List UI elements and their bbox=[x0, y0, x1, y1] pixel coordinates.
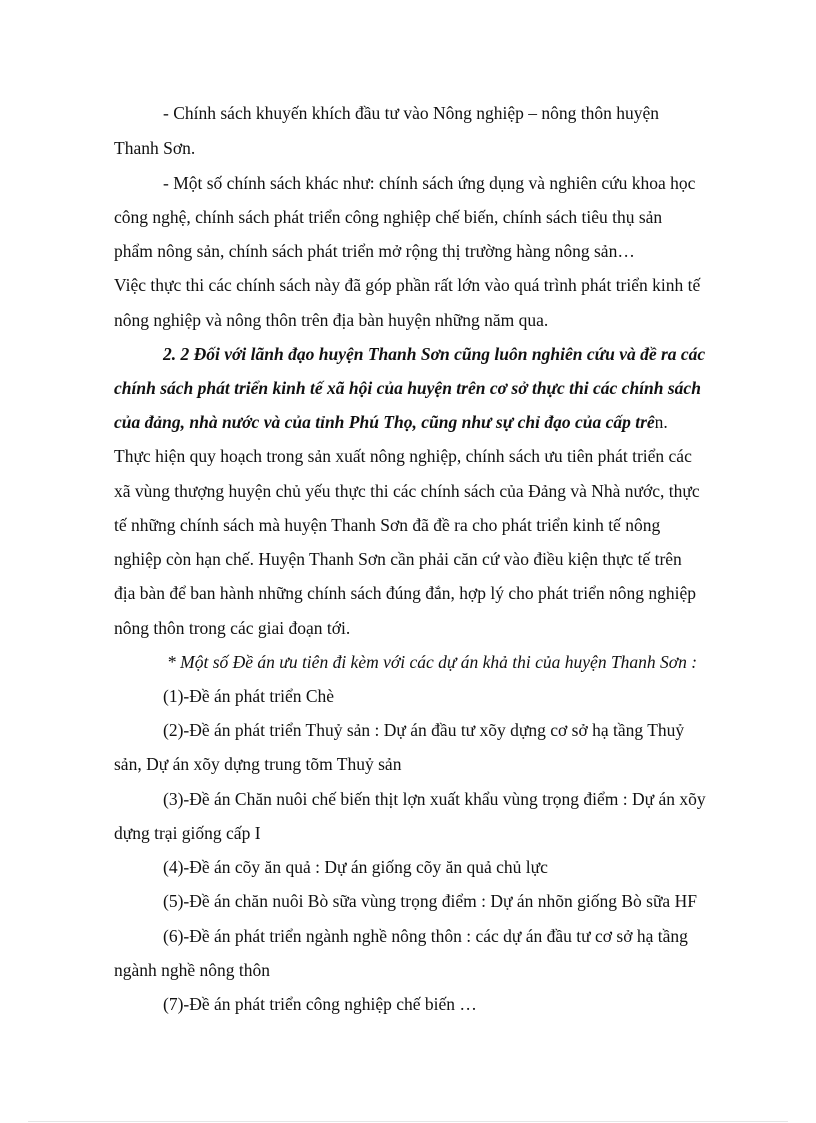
section-heading-line: 2. 2 Đối với lãnh đạo huyện Thanh Sơn cũng luôn nghiên cứu và đề ra các bbox=[163, 344, 706, 364]
list-item: (4)-Đề án cõy ăn quả : Dự án giống cõy ăn quả chủ lực bbox=[163, 857, 548, 877]
list-item: (1)-Đề án phát triển Chè bbox=[163, 686, 335, 706]
section-heading-tail: n. bbox=[654, 412, 668, 432]
paragraph-line: - Chính sách khuyến khích đầu tư vào Nông nghiệp – nông thôn huyện bbox=[163, 103, 660, 123]
paragraph-line: Thanh Sơn. bbox=[114, 138, 196, 158]
list-item-continuation: ngành nghề nông thôn bbox=[114, 960, 271, 980]
paragraph-line: Việc thực thi các chính sách này đã góp phần rất lớn vào quá trình phát triển kinh tế bbox=[114, 275, 701, 295]
paragraph-line: - Một số chính sách khác như: chính sách ứng dụng và nghiên cứu khoa học bbox=[163, 173, 696, 193]
paragraph-line: địa bàn để ban hành những chính sách đúng đắn, hợp lý cho phát triển nông nghiệp bbox=[114, 583, 697, 603]
list-item-continuation: sản, Dự án xõy dựng trung tõm Thuỷ sản bbox=[114, 754, 402, 774]
list-item: (3)-Đề án Chăn nuôi chế biến thịt lợn xuất khẩu vùng trọng điểm : Dự án xõy bbox=[163, 789, 706, 809]
list-item-continuation: dựng trại giống cấp I bbox=[114, 823, 261, 843]
paragraph-line: công nghệ, chính sách phát triển công nghiệp chế biến, chính sách tiêu thụ sản bbox=[114, 207, 663, 227]
section-heading-line bbox=[114, 411, 668, 433]
paragraph-line: nghiệp còn hạn chế. Huyện Thanh Sơn cần phải căn cứ vào điều kiện thực tế trên bbox=[114, 549, 682, 569]
paragraph-line: phẩm nông sản, chính sách phát triển mở rộng thị trường hàng nông sản… bbox=[114, 241, 635, 261]
paragraph-line: xã vùng thượng huyện chủ yếu thực thi các chính sách của Đảng và Nhà nước, thực bbox=[114, 481, 700, 501]
projects-heading: * Một số Đề án ưu tiên đi kèm với các dự án khả thi của huyện Thanh Sơn : bbox=[167, 652, 698, 672]
paragraph-line: nông thôn trong các giai đoạn tới. bbox=[114, 618, 351, 638]
page-bottom-divider bbox=[28, 1121, 788, 1122]
list-item: (7)-Đề án phát triển công nghiệp chế biến … bbox=[163, 994, 477, 1014]
section-heading-line: chính sách phát triển kinh tế xã hội của huyện trên cơ sở thực thi các chính sách bbox=[114, 378, 701, 398]
section-heading-bold-part: của đảng, nhà nước và của tỉnh Phú Thọ, cũng như sự chỉ đạo của cấp trê bbox=[114, 412, 655, 432]
paragraph-line: Thực hiện quy hoạch trong sản xuất nông nghiệp, chính sách ưu tiên phát triển các bbox=[114, 446, 692, 466]
list-item: (2)-Đề án phát triển Thuỷ sản : Dự án đầu tư xõy dựng cơ sở hạ tầng Thuỷ bbox=[163, 720, 685, 740]
paragraph-line: tế những chính sách mà huyện Thanh Sơn đã đề ra cho phát triển kinh tế nông bbox=[114, 515, 661, 535]
list-item: (5)-Đề án chăn nuôi Bò sữa vùng trọng điểm : Dự án nhõn giống Bò sữa HF bbox=[163, 891, 697, 911]
list-item: (6)-Đề án phát triển ngành nghề nông thôn : các dự án đầu tư cơ sở hạ tầng bbox=[163, 926, 688, 946]
paragraph-line: nông nghiệp và nông thôn trên địa bàn huyện những năm qua. bbox=[114, 310, 549, 330]
